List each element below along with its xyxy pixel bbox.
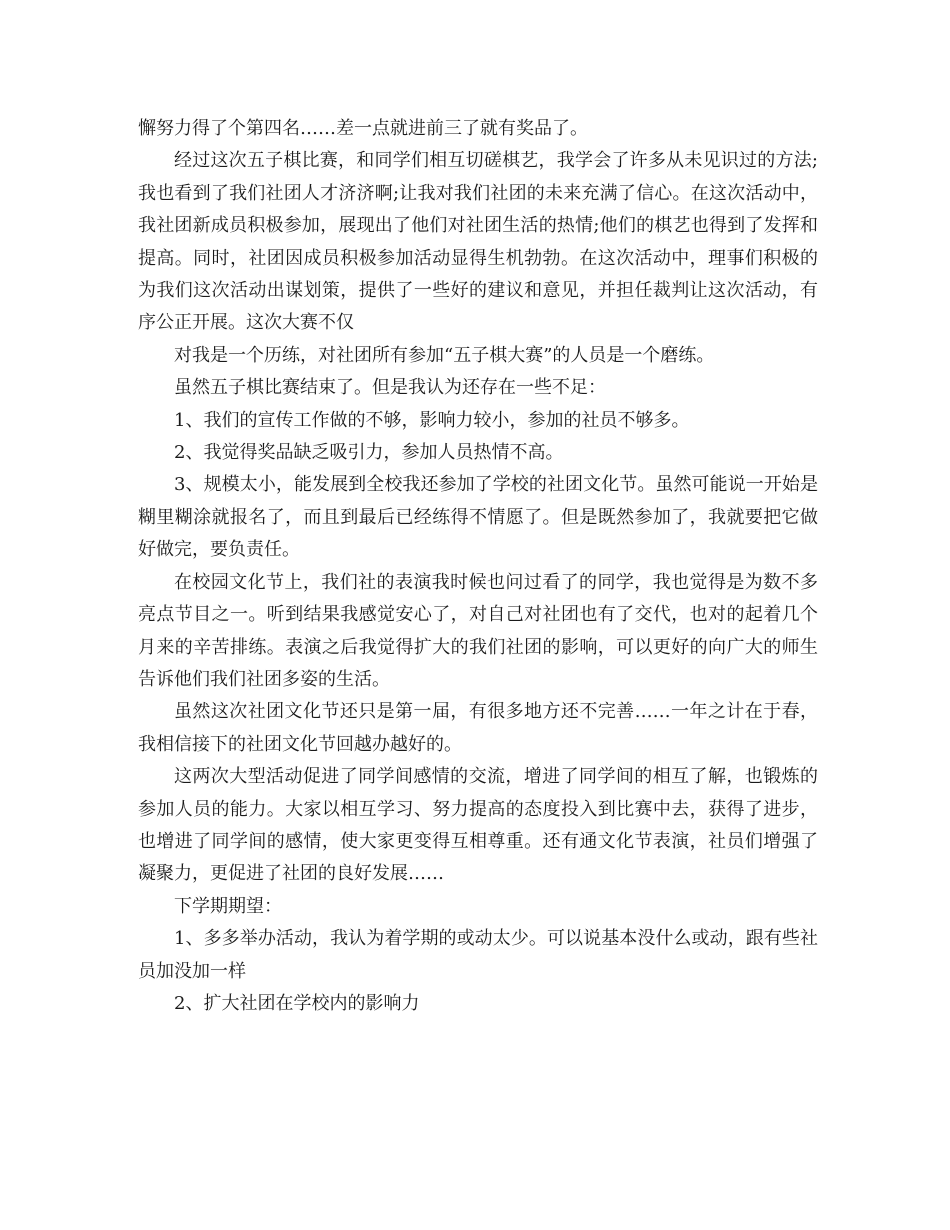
paragraph-activities-summary: 这两次大型活动促进了同学间感情的交流，增进了同学间的相互了解，也锻炼的参加人员的能力。大家以相互学习、努力提高的态度投入到比赛中去，获得了进步，也增进了同学间的感情，使大家更变得互相尊重。还有通文化节表演，社员们增强了凝聚力，更促进了社团的良好发展…… xyxy=(138,766,818,885)
list-item-expectation-1: 1、多多举办活动，我认为着学期的或动太少。可以说基本没什么或动，跟有些社员加没加一样 xyxy=(138,928,818,982)
list-item-shortcoming-1: 1、我们的宣传工作做的不够，影响力较小，参加的社员不够多。 xyxy=(174,409,690,431)
section-heading-next-term: 下学期期望： xyxy=(174,895,282,917)
document-body xyxy=(138,113,818,1020)
paragraph-gomoku-reflection: 经过这次五子棋比赛，和同学们相互切磋棋艺，我学会了许多从未见识过的方法;我也看到了我们社团人才济济啊;让我对我们社团的未来充满了信心。在这次活动中，我社团新成员积极参加，展现出了他们对社团生活的热情;他们的棋艺也得到了发挥和提高。同时，社团因成员积极参加活动显得生机勃勃。在这次活动中，理事们积极的为我们这次活动出谋划策，提供了一些好的建议和意见，并担任裁判让这次活动，有序公正开展。这次大赛不仅 xyxy=(138,150,818,334)
list-item-shortcoming-3: 3、规模太小，能发展到全校我还参加了学校的社团文化节。虽然可能说一开始是糊里糊涂就报名了，而且到最后已经练得不情愿了。但是既然参加了，我就要把它做好做完，要负责任。 xyxy=(138,474,818,561)
paragraph-shortcomings-intro: 虽然五子棋比赛结束了。但是我认为还存在一些不足： xyxy=(174,377,606,399)
paragraph-continuation: 懈努力得了个第四名……差一点就进前三了就有奖品了。 xyxy=(138,118,588,139)
paragraph-first-festival: 虽然这次社团文化节还只是第一届，有很多地方还不完善……一年之计在于春，我相信接下的社团文化节回越办越好的。 xyxy=(138,701,818,755)
paragraph-culture-festival: 在校园文化节上，我们社的表演我时候也问过看了的同学，我也觉得是为数不多亮点节目之一。听到结果我感觉安心了，对自己对社团也有了交代，也对的起着几个月来的辛苦排练。表演之后我觉得扩大的我们社团的影响，可以更好的向广大的师生告诉他们我们社团多姿的生活。 xyxy=(138,571,818,690)
list-item-shortcoming-2: 2、我觉得奖品缺乏吸引力，参加人员热情不高。 xyxy=(174,442,564,464)
paragraph-experience: 对我是一个历练，对社团所有参加“五子棋大赛”的人员是一个磨练。 xyxy=(174,344,715,366)
list-item-expectation-2: 2、扩大社团在学校内的影响力 xyxy=(174,992,420,1014)
